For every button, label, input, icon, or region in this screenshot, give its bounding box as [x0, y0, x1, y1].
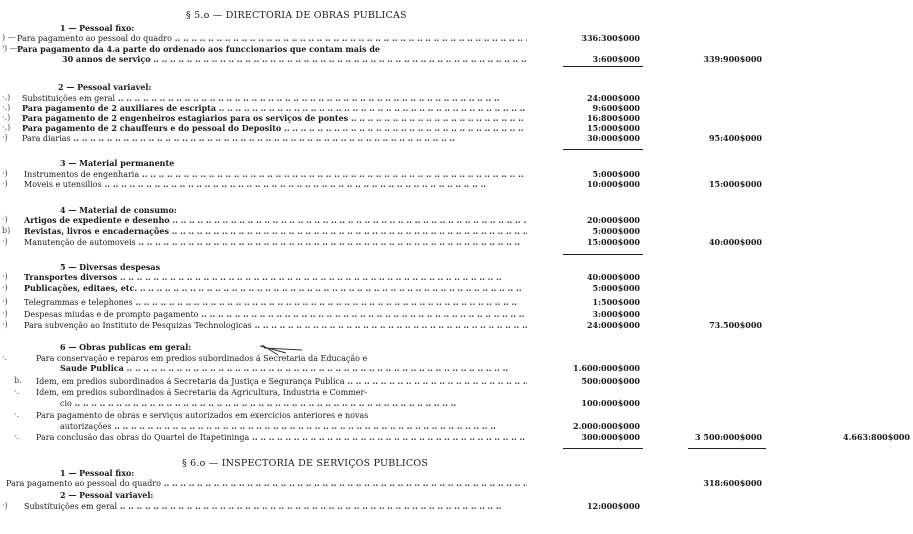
table-row [0, 179, 913, 189]
table-row [0, 226, 913, 236]
group-1-title: 1 — Pessoal fixo: [60, 468, 135, 478]
row-description: Substituições em geral .. .. [24, 501, 527, 512]
subtotal-rule [563, 254, 643, 255]
table-row [0, 478, 913, 488]
row-value: 5:000$000 [592, 169, 640, 179]
row-description: Para pagamento ao pessoal do quadro .. .. [17, 33, 527, 44]
subtotal-rule [563, 448, 643, 449]
table-row [0, 363, 913, 373]
row-description: Idem, em predios subordinados á Secretaria da Justiça e Segurança Publica .. .. [36, 376, 527, 387]
row-mark: ·) [2, 133, 8, 142]
row-mark: ·. [14, 387, 20, 396]
section-6-title: § 6.o — INSPECTORIA DE SERVIÇOS PUBLICOS [182, 458, 429, 469]
row-description: Despesas miudas e de prompto pagamento .. .. [24, 309, 527, 320]
table-row [0, 33, 913, 43]
table-row [0, 103, 913, 113]
row-subtotal: 318:600$000 [703, 478, 762, 488]
table-row [0, 215, 913, 225]
group-5-title: 5 — Diversas despesas [60, 262, 161, 272]
table-row [0, 320, 913, 330]
row-value: 336:300$000 [581, 33, 640, 43]
table-row [0, 410, 913, 420]
row-description: Substituições em geral .. .. [22, 93, 527, 104]
table-row [0, 309, 913, 319]
row-value: 24:000$000 [586, 320, 640, 330]
row-subtotal: 3 500:000$000 [695, 432, 762, 442]
table-row [0, 297, 913, 307]
row-subtotal: 15:000$000 [708, 179, 762, 189]
subtotal-rule [563, 66, 643, 67]
row-description: Saude Publica .. .. [60, 363, 527, 373]
row-mark: ·) [2, 272, 8, 281]
row-mark: ·) [2, 215, 8, 224]
table-row [0, 387, 913, 397]
group-1-title: 1 — Pessoal fixo: [60, 23, 135, 33]
table-row [0, 272, 913, 282]
row-description: Revistas, livros e encadernações .. .. [24, 226, 527, 236]
row-mark: ·.) [2, 93, 11, 102]
row-mark: ⁾) — [2, 44, 18, 53]
group-2-title: 2 — Pessoal variavel: [60, 490, 154, 500]
row-description: Para pagamento de 2 chauffeurs e do pessoal do Deposito .. .. [22, 123, 527, 133]
table-row [0, 353, 913, 363]
row-value: 15:000$000 [586, 237, 640, 247]
row-value: 3:600$000 [592, 54, 640, 64]
row-description: Para pagamento de 2 engenheiros estagiarios para os serviços de pontes .. .. [22, 113, 527, 123]
row-value: 24:000$000 [586, 93, 640, 103]
row-description: Transportes diversos .. .. [24, 272, 527, 282]
row-value: 16:800$000 [586, 113, 640, 123]
row-value: 40:000$000 [586, 272, 640, 282]
row-description: Para conservação e reparos em predios subordinados á Secretaria da Educação e [36, 354, 368, 363]
group-2-title: 2 — Pessoal variavel: [58, 82, 152, 92]
row-mark: ·.) [2, 113, 11, 122]
row-mark: ·.) [2, 123, 11, 132]
row-description: Para diarias .. .. [22, 133, 527, 144]
group-3-title: 3 — Material permanente [60, 158, 175, 168]
row-description: Publicações, editaes, etc. .. .. [24, 283, 527, 293]
row-description: 30 annos de serviço .. .. [62, 54, 527, 64]
row-mark: ·. [14, 432, 20, 441]
table-row [0, 376, 913, 386]
row-mark: ·.) [2, 103, 11, 112]
table-row [0, 501, 913, 511]
row-mark: ·) [2, 179, 8, 188]
row-mark: ·) [2, 297, 8, 306]
group-4-title: 4 — Material de consumo: [60, 205, 177, 215]
row-description: Para pagamento ao pessoal do quadro .. .. [6, 478, 527, 489]
row-description: Moveis e utensilios .. .. [24, 179, 527, 190]
row-mark: ·. [2, 353, 8, 362]
row-value: 500:000$000 [581, 376, 640, 386]
table-row [0, 421, 913, 431]
row-subtotal: 95:400$000 [708, 133, 762, 143]
row-description: Manutenção de automoveis .. .. [24, 237, 527, 248]
row-subtotal: 73.500$000 [709, 320, 762, 330]
group-6-title: 6 — Obras publicas em geral: [60, 342, 192, 352]
row-mark: ·) [2, 320, 8, 329]
table-row [0, 113, 913, 123]
row-description: autorizações .. .. [60, 421, 527, 432]
table-row [0, 133, 913, 143]
table-row [0, 432, 913, 442]
row-value: 100:000$000 [581, 398, 640, 408]
row-value: 300:000$000 [581, 432, 640, 442]
row-value: 5:000$000 [592, 283, 640, 293]
row-mark: ) — [2, 33, 16, 42]
row-value: 3:000$000 [592, 309, 640, 319]
section-total: 4.663:800$000 [843, 432, 910, 442]
row-value: 2.000:000$000 [573, 421, 640, 431]
row-value: 1.600:000$000 [573, 363, 640, 373]
row-description: Instrumentos de engenharia .. .. [24, 169, 527, 180]
row-value: 30:000$000 [586, 133, 640, 143]
row-description: Telegrammas e telephones .. .. [24, 297, 527, 308]
row-value: 10:000$000 [586, 179, 640, 189]
subtotal-rule [563, 149, 643, 150]
row-mark: ·) [2, 309, 8, 318]
row-description: Para subvenção ao Instituto de Pesquizas Technologicas .. .. [24, 320, 527, 331]
table-row [0, 398, 913, 408]
row-value: 12:000$000 [586, 501, 640, 511]
row-subtotal: 40:000$000 [708, 237, 762, 247]
row-mark: ·) [2, 237, 8, 246]
row-value: 20:000$000 [586, 215, 640, 225]
row-mark: ·) [2, 283, 8, 292]
row-mark: ·) [2, 501, 8, 510]
row-description: Artigos de expediente e desenho .. .. [24, 215, 527, 225]
row-description: Para conclusão das obras do Quartel de Itapetininga .. .. [36, 432, 527, 443]
row-subtotal: 339:900$000 [703, 54, 762, 64]
row-mark: ·) [2, 169, 8, 178]
row-description: Para pagamento de obras e serviços autorizados em exercicios anteriores e novas [36, 411, 369, 420]
row-value: 1:500$000 [592, 297, 640, 307]
section-5-title: § 5.o — DIRECTORIA DE OBRAS PUBLICAS [186, 10, 407, 21]
row-description: Para pagamento de 2 auxiliares de escripta .. .. [22, 103, 527, 113]
row-mark: b. [14, 376, 22, 385]
table-row [0, 93, 913, 103]
table-row [0, 169, 913, 179]
table-row [0, 283, 913, 293]
row-value: 15:000$000 [586, 123, 640, 133]
row-description: Para pagamento da 4.a parte do ordenado aos funccionarios que contam mais de [17, 44, 380, 54]
row-value: 5:000$000 [592, 226, 640, 236]
row-value: 9:600$000 [592, 103, 640, 113]
row-description: Idem, em predios subordinados á Secretaria da Agricultura, Industria e Commer- [36, 388, 368, 397]
row-description: cio .. .. [60, 398, 527, 409]
table-row [0, 44, 913, 54]
subtotal-rule [688, 448, 766, 449]
table-row [0, 123, 913, 133]
row-mark: ·. [14, 410, 20, 419]
table-row [0, 237, 913, 247]
table-row [0, 54, 913, 64]
row-mark: b) [2, 226, 11, 235]
